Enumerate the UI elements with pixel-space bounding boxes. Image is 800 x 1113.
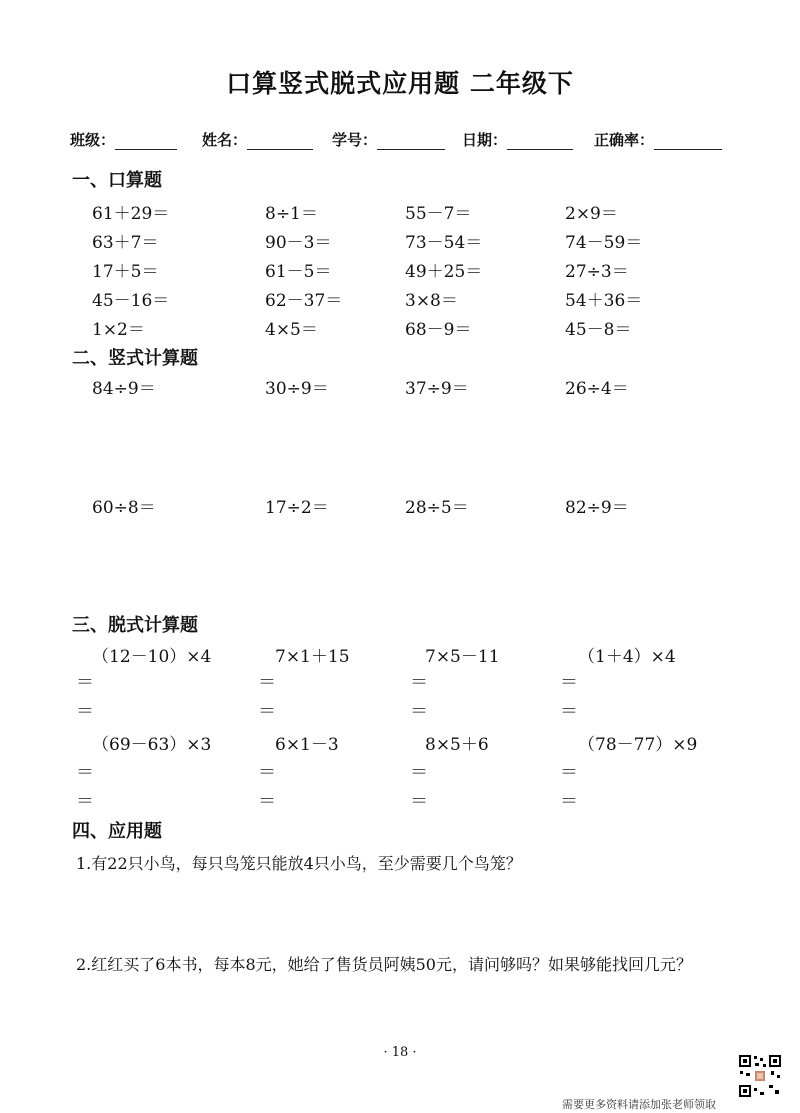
vertical-problem: 60÷8＝: [92, 498, 156, 518]
answer-equals: ＝: [76, 701, 94, 722]
section-vertical-heading: 二、竖式计算题: [72, 348, 198, 369]
answer-equals: ＝: [560, 701, 578, 722]
name-blank[interactable]: [247, 135, 313, 150]
class-field: [70, 129, 177, 150]
oral-problem: 63＋7＝: [92, 233, 159, 253]
oral-problem: 4×5＝: [265, 320, 318, 340]
class-blank[interactable]: [115, 135, 177, 150]
oral-problem: 45－16＝: [92, 291, 170, 311]
accuracy-field: [594, 129, 722, 150]
date-blank[interactable]: [507, 135, 573, 150]
vertical-problem: 26÷4＝: [565, 379, 629, 399]
answer-equals: ＝: [410, 701, 428, 722]
vertical-problem: 84÷9＝: [92, 379, 156, 399]
answer-equals: ＝: [258, 791, 276, 812]
oral-problem: 49＋25＝: [405, 262, 483, 282]
oral-problem: 62－37＝: [265, 291, 343, 311]
answer-equals: ＝: [560, 672, 578, 693]
oral-problem: 1×2＝: [92, 320, 145, 340]
word-problem-1: 1.有22只小鸟，每只鸟笼只能放4只小鸟，至少需要几个鸟笼？: [76, 854, 522, 873]
answer-equals: ＝: [258, 672, 276, 693]
oral-problem: 3×8＝: [405, 291, 458, 311]
oral-problem: 61＋29＝: [92, 204, 170, 224]
oral-problem: 17＋5＝: [92, 262, 159, 282]
answer-equals: ＝: [410, 672, 428, 693]
answer-equals: ＝: [76, 762, 94, 783]
qr-caption: 需要更多资料请添加张老师领取: [562, 1098, 716, 1111]
date-label: 日期：: [462, 131, 508, 149]
stepwise-problem: （78－77）×9: [578, 735, 698, 755]
oral-problem: 8÷1＝: [265, 204, 318, 224]
stepwise-problem: （1＋4）×4: [578, 647, 676, 667]
oral-problem: 90－3＝: [265, 233, 332, 253]
answer-equals: ＝: [258, 701, 276, 722]
name-field: [202, 129, 313, 150]
oral-problem: 73－54＝: [405, 233, 483, 253]
section-word-problems-heading: 四、应用题: [72, 821, 162, 842]
page-title: 口算竖式脱式应用题 二年级下: [226, 69, 574, 98]
vertical-problem: 82÷9＝: [565, 498, 629, 518]
answer-equals: ＝: [76, 791, 94, 812]
accuracy-blank[interactable]: [654, 135, 722, 150]
answer-equals: ＝: [410, 791, 428, 812]
vertical-problem: 37÷9＝: [405, 379, 469, 399]
answer-equals: ＝: [410, 762, 428, 783]
stepwise-problem: （69－63）×3: [92, 735, 212, 755]
page-number: · 18 ·: [383, 1045, 417, 1060]
answer-equals: ＝: [258, 762, 276, 783]
stepwise-problem: 6×1－3: [275, 735, 339, 755]
qr-code-icon: [738, 1054, 782, 1098]
accuracy-label: 正确率：: [594, 131, 655, 149]
vertical-problem: 17÷2＝: [265, 498, 329, 518]
answer-equals: ＝: [76, 672, 94, 693]
answer-equals: ＝: [560, 791, 578, 812]
class-label: 班级：: [70, 131, 116, 149]
oral-problem: 54＋36＝: [565, 291, 643, 311]
oral-problem: 74－59＝: [565, 233, 643, 253]
oral-problem: 61－5＝: [265, 262, 332, 282]
oral-problem: 45－8＝: [565, 320, 632, 340]
word-problem-2: 2.红红买了6本书，每本8元，她给了售货员阿姨50元，请问够吗？如果够能找回几元？: [76, 955, 692, 974]
student-number-blank[interactable]: [377, 135, 445, 150]
oral-problem: 68－9＝: [405, 320, 472, 340]
oral-problem: 55－7＝: [405, 204, 472, 224]
stepwise-problem: 7×5－11: [425, 647, 500, 667]
name-label: 姓名：: [202, 131, 248, 149]
vertical-problem: 30÷9＝: [265, 379, 329, 399]
vertical-problem: 28÷5＝: [405, 498, 469, 518]
stepwise-problem: （12－10）×4: [92, 647, 212, 667]
oral-problem: 2×9＝: [565, 204, 618, 224]
student-number-label: 学号：: [332, 131, 378, 149]
section-oral-heading: 一、口算题: [72, 170, 162, 191]
stepwise-problem: 7×1＋15: [275, 647, 350, 667]
student-number-field: [332, 129, 445, 150]
date-field: [462, 129, 573, 150]
answer-equals: ＝: [560, 762, 578, 783]
oral-problem: 27÷3＝: [565, 262, 629, 282]
stepwise-problem: 8×5＋6: [425, 735, 489, 755]
section-stepwise-heading: 三、脱式计算题: [72, 615, 198, 636]
